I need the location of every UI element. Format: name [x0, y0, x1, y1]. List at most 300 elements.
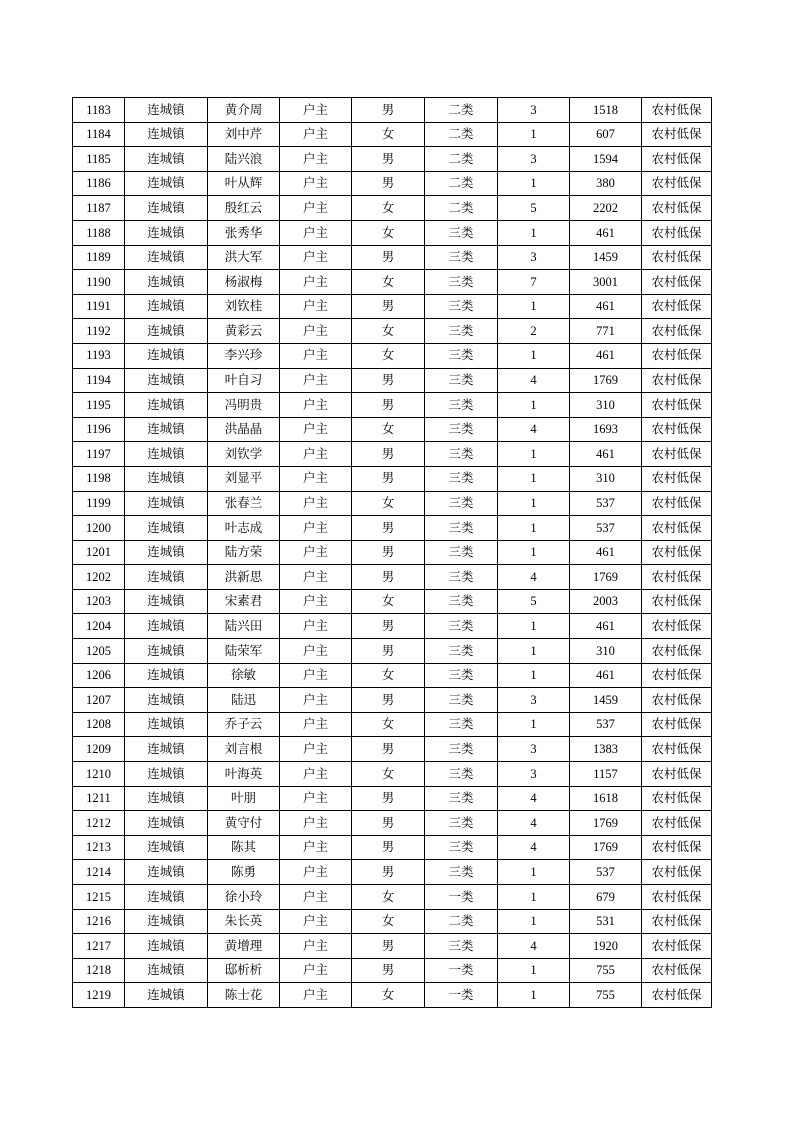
category-cell: 三类: [425, 319, 498, 344]
assistance-type-cell: 农村低保: [642, 811, 712, 836]
town-cell: 连城镇: [125, 589, 208, 614]
household-size-cell: 1: [498, 983, 570, 1008]
assistance-type-cell: 农村低保: [642, 688, 712, 713]
relation-cell: 户主: [280, 589, 352, 614]
relation-cell: 户主: [280, 639, 352, 664]
gender-cell: 女: [352, 712, 425, 737]
amount-cell: 607: [570, 122, 642, 147]
town-cell: 连城镇: [125, 786, 208, 811]
relation-cell: 户主: [280, 811, 352, 836]
relation-cell: 户主: [280, 565, 352, 590]
town-cell: 连城镇: [125, 909, 208, 934]
assistance-type-cell: 农村低保: [642, 417, 712, 442]
gender-cell: 女: [352, 196, 425, 221]
gender-cell: 女: [352, 909, 425, 934]
table-row: [73, 368, 712, 393]
category-cell: 三类: [425, 245, 498, 270]
amount-cell: 771: [570, 319, 642, 344]
name-cell: 陈士花: [208, 983, 280, 1008]
household-size-cell: 3: [498, 245, 570, 270]
amount-cell: 1769: [570, 565, 642, 590]
relation-cell: 户主: [280, 319, 352, 344]
amount-cell: 537: [570, 516, 642, 541]
table-row: [73, 958, 712, 983]
relation-cell: 户主: [280, 343, 352, 368]
name-cell: 陆荣军: [208, 639, 280, 664]
table-row: [73, 737, 712, 762]
name-cell: 洪新思: [208, 565, 280, 590]
relation-cell: 户主: [280, 786, 352, 811]
table-row: [73, 393, 712, 418]
town-cell: 连城镇: [125, 934, 208, 959]
town-cell: 连城镇: [125, 614, 208, 639]
amount-cell: 755: [570, 983, 642, 1008]
assistance-type-cell: 农村低保: [642, 737, 712, 762]
household-size-cell: 3: [498, 147, 570, 172]
serial-number-cell: 1204: [73, 614, 125, 639]
town-cell: 连城镇: [125, 663, 208, 688]
assistance-type-cell: 农村低保: [642, 393, 712, 418]
amount-cell: 1459: [570, 245, 642, 270]
gender-cell: 女: [352, 762, 425, 787]
category-cell: 三类: [425, 589, 498, 614]
relation-cell: 户主: [280, 835, 352, 860]
town-cell: 连城镇: [125, 540, 208, 565]
table-row: [73, 885, 712, 910]
household-size-cell: 4: [498, 811, 570, 836]
relation-cell: 户主: [280, 688, 352, 713]
amount-cell: 2003: [570, 589, 642, 614]
assistance-type-cell: 农村低保: [642, 589, 712, 614]
assistance-type-cell: 农村低保: [642, 319, 712, 344]
serial-number-cell: 1195: [73, 393, 125, 418]
assistance-type-cell: 农村低保: [642, 122, 712, 147]
town-cell: 连城镇: [125, 712, 208, 737]
gender-cell: 男: [352, 835, 425, 860]
amount-cell: 461: [570, 442, 642, 467]
serial-number-cell: 1212: [73, 811, 125, 836]
relation-cell: 户主: [280, 417, 352, 442]
assistance-type-cell: 农村低保: [642, 343, 712, 368]
table-row: [73, 934, 712, 959]
amount-cell: 2202: [570, 196, 642, 221]
gender-cell: 女: [352, 663, 425, 688]
town-cell: 连城镇: [125, 343, 208, 368]
town-cell: 连城镇: [125, 245, 208, 270]
town-cell: 连城镇: [125, 270, 208, 295]
household-size-cell: 1: [498, 540, 570, 565]
name-cell: 洪大军: [208, 245, 280, 270]
relation-cell: 户主: [280, 270, 352, 295]
serial-number-cell: 1202: [73, 565, 125, 590]
table-row: [73, 540, 712, 565]
amount-cell: 1383: [570, 737, 642, 762]
category-cell: 二类: [425, 196, 498, 221]
serial-number-cell: 1210: [73, 762, 125, 787]
amount-cell: 1769: [570, 811, 642, 836]
table-row: [73, 909, 712, 934]
table-row: [73, 811, 712, 836]
amount-cell: 380: [570, 171, 642, 196]
serial-number-cell: 1218: [73, 958, 125, 983]
assistance-type-cell: 农村低保: [642, 835, 712, 860]
assistance-type-cell: 农村低保: [642, 614, 712, 639]
name-cell: 刘言根: [208, 737, 280, 762]
assistance-type-cell: 农村低保: [642, 885, 712, 910]
household-size-cell: 4: [498, 565, 570, 590]
amount-cell: 537: [570, 712, 642, 737]
household-size-cell: 1: [498, 663, 570, 688]
gender-cell: 男: [352, 860, 425, 885]
serial-number-cell: 1197: [73, 442, 125, 467]
gender-cell: 男: [352, 614, 425, 639]
amount-cell: 310: [570, 639, 642, 664]
assistance-type-cell: 农村低保: [642, 663, 712, 688]
category-cell: 三类: [425, 934, 498, 959]
amount-cell: 1594: [570, 147, 642, 172]
table-row: [73, 589, 712, 614]
household-size-cell: 1: [498, 516, 570, 541]
town-cell: 连城镇: [125, 393, 208, 418]
table-row: [73, 565, 712, 590]
serial-number-cell: 1199: [73, 491, 125, 516]
gender-cell: 男: [352, 639, 425, 664]
amount-cell: 461: [570, 220, 642, 245]
town-cell: 连城镇: [125, 860, 208, 885]
assistance-type-cell: 农村低保: [642, 762, 712, 787]
name-cell: 宋素君: [208, 589, 280, 614]
household-size-cell: 1: [498, 885, 570, 910]
table-row: [73, 712, 712, 737]
table-row: [73, 614, 712, 639]
town-cell: 连城镇: [125, 491, 208, 516]
table-row: [73, 786, 712, 811]
name-cell: 陆方荣: [208, 540, 280, 565]
serial-number-cell: 1188: [73, 220, 125, 245]
category-cell: 三类: [425, 417, 498, 442]
assistance-type-cell: 农村低保: [642, 491, 712, 516]
amount-cell: 461: [570, 663, 642, 688]
town-cell: 连城镇: [125, 762, 208, 787]
category-cell: 三类: [425, 220, 498, 245]
table-row: [73, 860, 712, 885]
household-size-cell: 1: [498, 122, 570, 147]
relation-cell: 户主: [280, 983, 352, 1008]
town-cell: 连城镇: [125, 835, 208, 860]
name-cell: 刘中芹: [208, 122, 280, 147]
name-cell: 张春兰: [208, 491, 280, 516]
serial-number-cell: 1208: [73, 712, 125, 737]
relation-cell: 户主: [280, 540, 352, 565]
assistance-type-cell: 农村低保: [642, 712, 712, 737]
category-cell: 三类: [425, 442, 498, 467]
category-cell: 三类: [425, 368, 498, 393]
serial-number-cell: 1216: [73, 909, 125, 934]
amount-cell: 531: [570, 909, 642, 934]
serial-number-cell: 1201: [73, 540, 125, 565]
assistance-type-cell: 农村低保: [642, 294, 712, 319]
table-row: [73, 491, 712, 516]
table-row: [73, 245, 712, 270]
serial-number-cell: 1213: [73, 835, 125, 860]
gender-cell: 男: [352, 466, 425, 491]
serial-number-cell: 1189: [73, 245, 125, 270]
category-cell: 一类: [425, 958, 498, 983]
assistance-type-cell: 农村低保: [642, 983, 712, 1008]
table-row: [73, 171, 712, 196]
serial-number-cell: 1191: [73, 294, 125, 319]
relation-cell: 户主: [280, 712, 352, 737]
town-cell: 连城镇: [125, 147, 208, 172]
category-cell: 三类: [425, 663, 498, 688]
table-row: [73, 516, 712, 541]
gender-cell: 男: [352, 442, 425, 467]
amount-cell: 461: [570, 343, 642, 368]
amount-cell: 3001: [570, 270, 642, 295]
category-cell: 二类: [425, 122, 498, 147]
town-cell: 连城镇: [125, 565, 208, 590]
category-cell: 三类: [425, 639, 498, 664]
name-cell: 殷红云: [208, 196, 280, 221]
household-size-cell: 3: [498, 688, 570, 713]
category-cell: 三类: [425, 466, 498, 491]
assistance-type-cell: 农村低保: [642, 786, 712, 811]
category-cell: 三类: [425, 491, 498, 516]
relation-cell: 户主: [280, 171, 352, 196]
serial-number-cell: 1196: [73, 417, 125, 442]
name-cell: 乔子云: [208, 712, 280, 737]
gender-cell: 男: [352, 516, 425, 541]
relation-cell: 户主: [280, 393, 352, 418]
serial-number-cell: 1198: [73, 466, 125, 491]
household-size-cell: 3: [498, 737, 570, 762]
household-size-cell: 4: [498, 786, 570, 811]
amount-cell: 1518: [570, 98, 642, 123]
assistance-type-cell: 农村低保: [642, 442, 712, 467]
category-cell: 三类: [425, 762, 498, 787]
name-cell: 冯明贵: [208, 393, 280, 418]
serial-number-cell: 1217: [73, 934, 125, 959]
household-size-cell: 1: [498, 442, 570, 467]
table-row: [73, 983, 712, 1008]
gender-cell: 男: [352, 811, 425, 836]
gender-cell: 女: [352, 885, 425, 910]
amount-cell: 1618: [570, 786, 642, 811]
household-size-cell: 5: [498, 196, 570, 221]
relation-cell: 户主: [280, 98, 352, 123]
category-cell: 三类: [425, 516, 498, 541]
town-cell: 连城镇: [125, 442, 208, 467]
relation-cell: 户主: [280, 885, 352, 910]
town-cell: 连城镇: [125, 737, 208, 762]
category-cell: 三类: [425, 811, 498, 836]
category-cell: 三类: [425, 860, 498, 885]
category-cell: 三类: [425, 294, 498, 319]
household-size-cell: 1: [498, 958, 570, 983]
amount-cell: 461: [570, 614, 642, 639]
relation-cell: 户主: [280, 737, 352, 762]
amount-cell: 755: [570, 958, 642, 983]
gender-cell: 女: [352, 589, 425, 614]
table-row: [73, 220, 712, 245]
table-row: [73, 835, 712, 860]
town-cell: 连城镇: [125, 98, 208, 123]
category-cell: 一类: [425, 983, 498, 1008]
household-size-cell: 1: [498, 171, 570, 196]
relation-cell: 户主: [280, 860, 352, 885]
name-cell: 叶自习: [208, 368, 280, 393]
table-row: [73, 122, 712, 147]
table-row: [73, 639, 712, 664]
household-size-cell: 7: [498, 270, 570, 295]
serial-number-cell: 1219: [73, 983, 125, 1008]
town-cell: 连城镇: [125, 220, 208, 245]
household-size-cell: 3: [498, 762, 570, 787]
category-cell: 三类: [425, 786, 498, 811]
name-cell: 陆兴田: [208, 614, 280, 639]
name-cell: 陈勇: [208, 860, 280, 885]
gender-cell: 男: [352, 565, 425, 590]
amount-cell: 1769: [570, 835, 642, 860]
serial-number-cell: 1206: [73, 663, 125, 688]
relation-cell: 户主: [280, 491, 352, 516]
relation-cell: 户主: [280, 220, 352, 245]
serial-number-cell: 1207: [73, 688, 125, 713]
gender-cell: 男: [352, 294, 425, 319]
category-cell: 三类: [425, 614, 498, 639]
assistance-type-cell: 农村低保: [642, 270, 712, 295]
amount-cell: 461: [570, 540, 642, 565]
serial-number-cell: 1215: [73, 885, 125, 910]
table-row: [73, 196, 712, 221]
town-cell: 连城镇: [125, 885, 208, 910]
relation-cell: 户主: [280, 762, 352, 787]
town-cell: 连城镇: [125, 294, 208, 319]
serial-number-cell: 1209: [73, 737, 125, 762]
name-cell: 李兴珍: [208, 343, 280, 368]
table-row: [73, 417, 712, 442]
amount-cell: 1459: [570, 688, 642, 713]
assistance-type-cell: 农村低保: [642, 368, 712, 393]
category-cell: 三类: [425, 565, 498, 590]
assistance-type-cell: 农村低保: [642, 98, 712, 123]
table-row: [73, 466, 712, 491]
household-size-cell: 1: [498, 909, 570, 934]
category-cell: 三类: [425, 270, 498, 295]
relation-cell: 户主: [280, 294, 352, 319]
category-cell: 三类: [425, 540, 498, 565]
household-size-cell: 1: [498, 220, 570, 245]
roster-body: [73, 98, 712, 1008]
name-cell: 黄守付: [208, 811, 280, 836]
category-cell: 二类: [425, 171, 498, 196]
relation-cell: 户主: [280, 909, 352, 934]
household-size-cell: 1: [498, 466, 570, 491]
town-cell: 连城镇: [125, 811, 208, 836]
gender-cell: 女: [352, 417, 425, 442]
amount-cell: 1157: [570, 762, 642, 787]
category-cell: 三类: [425, 835, 498, 860]
category-cell: 二类: [425, 98, 498, 123]
name-cell: 杨淑梅: [208, 270, 280, 295]
gender-cell: 男: [352, 540, 425, 565]
town-cell: 连城镇: [125, 983, 208, 1008]
household-size-cell: 5: [498, 589, 570, 614]
relation-cell: 户主: [280, 934, 352, 959]
name-cell: 洪晶晶: [208, 417, 280, 442]
household-size-cell: 4: [498, 835, 570, 860]
household-size-cell: 2: [498, 319, 570, 344]
name-cell: 叶从辉: [208, 171, 280, 196]
name-cell: 陆迅: [208, 688, 280, 713]
table-row: [73, 762, 712, 787]
table-row: [73, 319, 712, 344]
serial-number-cell: 1187: [73, 196, 125, 221]
gender-cell: 女: [352, 491, 425, 516]
gender-cell: 女: [352, 220, 425, 245]
category-cell: 三类: [425, 688, 498, 713]
household-size-cell: 1: [498, 639, 570, 664]
category-cell: 三类: [425, 343, 498, 368]
assistance-type-cell: 农村低保: [642, 466, 712, 491]
amount-cell: 310: [570, 466, 642, 491]
gender-cell: 女: [352, 983, 425, 1008]
name-cell: 刘钦学: [208, 442, 280, 467]
assistance-type-cell: 农村低保: [642, 245, 712, 270]
name-cell: 叶海英: [208, 762, 280, 787]
relation-cell: 户主: [280, 196, 352, 221]
name-cell: 徐敏: [208, 663, 280, 688]
relation-cell: 户主: [280, 368, 352, 393]
household-size-cell: 4: [498, 934, 570, 959]
household-size-cell: 1: [498, 712, 570, 737]
assistance-type-cell: 农村低保: [642, 860, 712, 885]
gender-cell: 女: [352, 343, 425, 368]
assistance-type-cell: 农村低保: [642, 516, 712, 541]
household-size-cell: 1: [498, 294, 570, 319]
serial-number-cell: 1190: [73, 270, 125, 295]
category-cell: 二类: [425, 909, 498, 934]
assistance-type-cell: 农村低保: [642, 171, 712, 196]
category-cell: 一类: [425, 885, 498, 910]
table-row: [73, 270, 712, 295]
town-cell: 连城镇: [125, 122, 208, 147]
amount-cell: 537: [570, 491, 642, 516]
town-cell: 连城镇: [125, 368, 208, 393]
household-size-cell: 1: [498, 393, 570, 418]
gender-cell: 男: [352, 147, 425, 172]
serial-number-cell: 1193: [73, 343, 125, 368]
serial-number-cell: 1186: [73, 171, 125, 196]
name-cell: 张秀华: [208, 220, 280, 245]
name-cell: 黄彩云: [208, 319, 280, 344]
town-cell: 连城镇: [125, 958, 208, 983]
name-cell: 邸析析: [208, 958, 280, 983]
assistance-roster-table: [72, 97, 712, 1008]
household-size-cell: 1: [498, 491, 570, 516]
table-row: [73, 688, 712, 713]
category-cell: 三类: [425, 393, 498, 418]
name-cell: 朱长英: [208, 909, 280, 934]
name-cell: 徐小玲: [208, 885, 280, 910]
amount-cell: 1693: [570, 417, 642, 442]
serial-number-cell: 1192: [73, 319, 125, 344]
household-size-cell: 4: [498, 368, 570, 393]
assistance-type-cell: 农村低保: [642, 909, 712, 934]
relation-cell: 户主: [280, 122, 352, 147]
assistance-type-cell: 农村低保: [642, 220, 712, 245]
gender-cell: 女: [352, 122, 425, 147]
